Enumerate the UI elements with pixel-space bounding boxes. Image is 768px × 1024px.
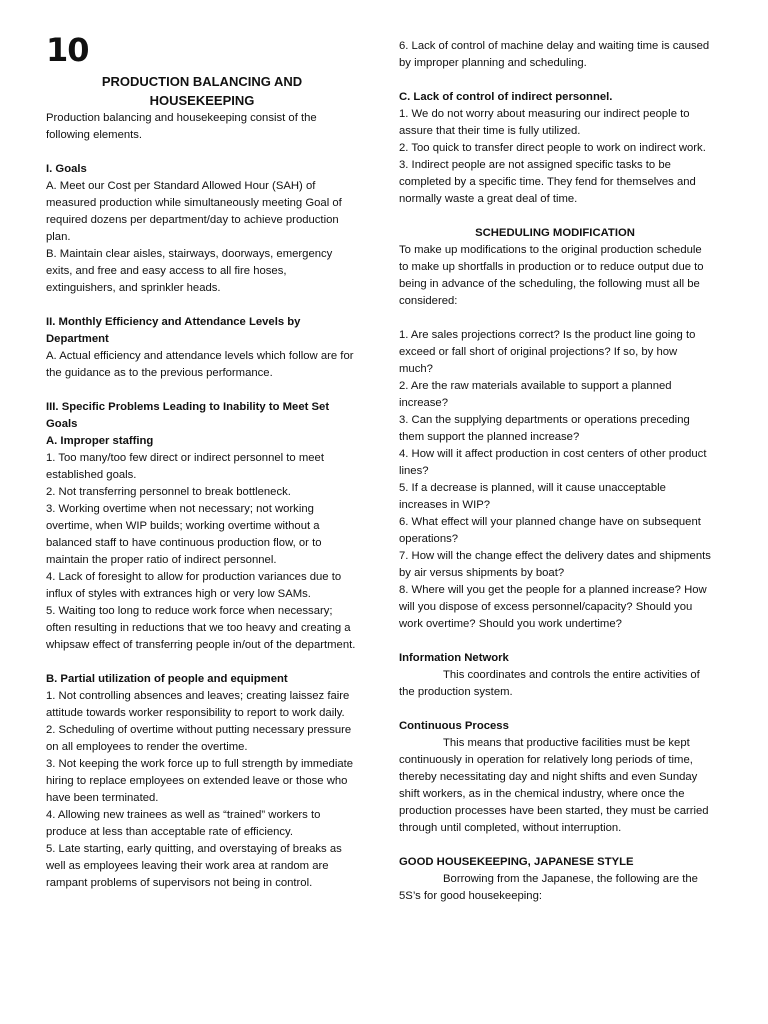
indirect-item: 1. We do not worry about measuring our indirect people to assure that their time is fully utilized. (399, 108, 690, 137)
continuous-process-text: This means that productive facilities must be kept continuously in operation for relatively long periods of time, thereby necessitating day and night shifts and even Sunday shift workers, as in the chemical industry, where once the production processes have been started, they must be carried through until completed, without interruption. (399, 737, 709, 834)
efficiency-item-a: A. Actual efficiency and attendance levels which follow are for the guidance as to the previous performance. (46, 350, 354, 379)
utilization-item: 1. Not controlling absences and leaves; creating laissez faire attitude towards worker responsibility to report to work daily. (46, 690, 350, 719)
utilization-item: 3. Not keeping the work force up to full strength by immediate hiring to replace employees on extended leave or those who have been terminated. (46, 758, 354, 804)
scheduling-question: 3. Can the supplying departments or operations preceding them support the planned increase? (399, 414, 690, 443)
scheduling-question: 1. Are sales projections correct? Is the product line going to exceed or fall short of original projections? If so, by how much? (399, 329, 696, 375)
goals-item-a: A. Meet our Cost per Standard Allowed Hour (SAH) of measured production while simultaneously meeting Goal of required dozens per department/day to achieve production plan. (46, 180, 342, 243)
document-title (46, 72, 358, 110)
staffing-item: 4. Lack of foresight to allow for production variances due to influx of styles with extrances high or very low SAMs. (46, 571, 342, 600)
scheduling-heading: SCHEDULING MODIFICATION (475, 227, 635, 239)
scheduling-question: 6. What effect will your planned change have on subsequent operations? (399, 516, 701, 545)
scheduling-question: 4. How will it affect production in cost centers of other product lines? (399, 448, 707, 477)
scheduling-question: 2. Are the raw materials available to support a planned increase? (399, 380, 672, 409)
intro-paragraph: Production balancing and housekeeping consist of the following elements. (46, 112, 317, 141)
goals-item-b: B. Maintain clear aisles, stairways, doorways, emergency exits, and free and easy access to all fire hoses, extinguishers, and sprinkler heads. (46, 248, 333, 294)
title-line-2: HOUSEKEEPING (149, 93, 255, 108)
information-network-heading: Information Network (399, 652, 509, 664)
indirect-item: 2. Too quick to transfer direct people to work on indirect work. (399, 142, 706, 154)
scheduling-intro: To make up modifications to the original production schedule to make up shortfalls in production or to reduce output due to being in advance of the scheduling, the following must all be considered: (399, 244, 704, 307)
indirect-personnel-heading: C. Lack of control of indirect personnel. (399, 91, 613, 103)
goals-heading: I. Goals (46, 163, 87, 175)
left-column (46, 72, 358, 892)
utilization-item-6: 6. Lack of control of machine delay and waiting time is caused by improper planning and scheduling. (399, 40, 710, 69)
partial-utilization-heading: B. Partial utilization of people and equipment (46, 673, 288, 685)
right-column (399, 38, 711, 905)
utilization-item: 5. Late starting, early quitting, and overstaying of breaks as well as employees leaving their work area at random are rampant problems of supervisors not being in control. (46, 843, 342, 889)
scheduling-question: 5. If a decrease is planned, will it cause unacceptable increases in WIP? (399, 482, 666, 511)
page-number: 10 (46, 31, 89, 69)
title-line-1: PRODUCTION BALANCING AND (101, 74, 303, 89)
efficiency-heading: II. Monthly Efficiency and Attendance Levels by Department (46, 316, 301, 345)
staffing-item: 1. Too many/too few direct or indirect personnel to meet established goals. (46, 452, 324, 481)
staffing-item: 5. Waiting too long to reduce work force when necessary; often resulting in reductions that we too heavy and creating a whipsaw effect of transferring people in/out of the department. (46, 605, 356, 651)
housekeeping-heading: GOOD HOUSEKEEPING, JAPANESE STYLE (399, 856, 634, 868)
indirect-item: 3. Indirect people are not assigned specific tasks to be completed by a specific time. They fend for themselves and normally waste a great deal of time. (399, 159, 696, 205)
housekeeping-text: Borrowing from the Japanese, the following are the 5S’s for good housekeeping: (399, 873, 698, 902)
improper-staffing-heading: A. Improper staffing (46, 435, 154, 447)
staffing-item: 2. Not transferring personnel to break bottleneck. (46, 486, 291, 498)
continuous-process-heading: Continuous Process (399, 720, 509, 732)
utilization-item: 2. Scheduling of overtime without putting necessary pressure on all employees to render the overtime. (46, 724, 352, 753)
utilization-item: 4. Allowing new trainees as well as “trained” workers to produce at less than acceptable rate of efficiency. (46, 809, 321, 838)
scheduling-question: 8. Where will you get the people for a planned increase? How will you dispose of excess personnel/capacity? Should you work overtime? Should you work undertime? (399, 584, 707, 630)
scheduling-question: 7. How will the change effect the delivery dates and shipments by air versus shipments by boat? (399, 550, 711, 579)
staffing-item: 3. Working overtime when not necessary; not working overtime, when WIP builds; working overtime without a balanced staff to have continuous production flow, or to maintain the proper ratio of indirect personnel. (46, 503, 322, 566)
problems-heading: III. Specific Problems Leading to Inability to Meet Set Goals (46, 401, 330, 430)
information-network-text: This coordinates and controls the entire activities of the production system. (399, 669, 700, 698)
